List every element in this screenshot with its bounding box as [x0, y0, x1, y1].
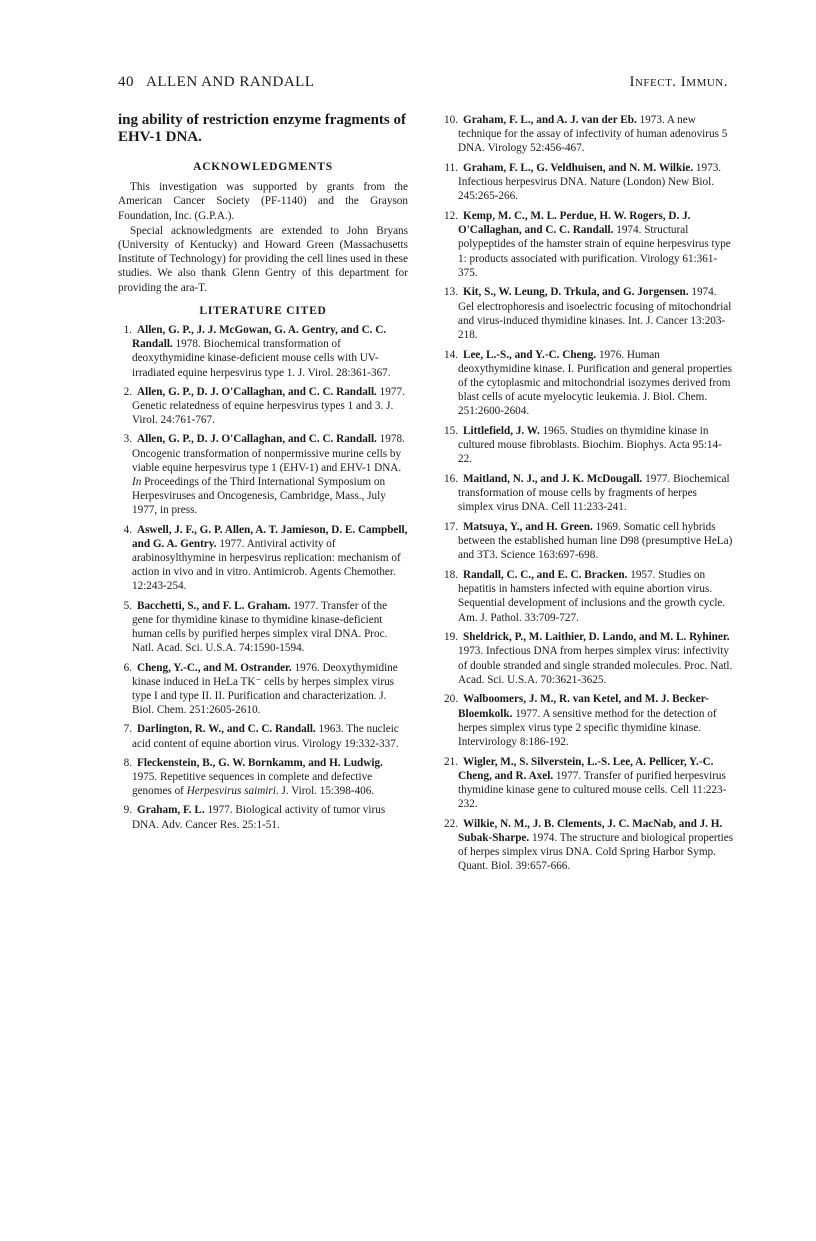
acknowledgments-section: [118, 160, 408, 295]
page-header: [118, 74, 728, 98]
acknowledgments-heading: ACKNOWLEDGMENTS: [193, 161, 333, 173]
reference-authors: Graham, F. L.: [137, 804, 205, 817]
reference-number: 11.: [444, 162, 458, 174]
reference-authors: Kemp, M. C., M. L. Perdue, H. W. Rogers, D. J. O'Callaghan, and C. C. Randall.: [458, 210, 691, 237]
reference-item: [444, 472, 734, 515]
reference-text: 1973. Infectious herpesvirus DNA. Nature (London) New Biol. 245:265-266.: [458, 162, 722, 203]
reference-text: 1973. A new technique for the assay of infectivity of human adenovirus 5 DNA. Virology 52:456-467.: [458, 114, 728, 155]
reference-item: [118, 661, 408, 718]
reference-text: 1977. Biochemical transformation of mouse cells by fragments of herpes simplex virus DNA. Cell 11:233-241.: [458, 473, 730, 514]
reference-text-continued: . J. Virol. 15:398-406.: [275, 785, 375, 798]
acknowledgment-paragraph: This investigation was supported by grants from the American Cancer Society (PF-1140) and the Grayson Foundation, Inc. (G.P.A.).: [118, 181, 408, 222]
reference-authors: Graham, F. L., and A. J. van der Eb.: [463, 114, 637, 126]
reference-authors: Graham, F. L., G. Veldhuisen, and N. M. Wilkie.: [463, 162, 694, 174]
reference-number: 1.: [123, 324, 132, 337]
reference-item: [444, 630, 734, 687]
reference-item: [444, 755, 734, 812]
reference-item: [118, 722, 408, 750]
reference-number: 7.: [123, 723, 132, 736]
reference-authors: Cheng, Y.-C., and M. Ostrander.: [137, 661, 292, 674]
reference-text: 1957. Studies on hepatitis in hamsters infected with equine abortion virus. Sequential development of inclusions and the growth cycle. Am. J. Pathol. 33:709-727.: [458, 569, 726, 624]
reference-text: 1977. Antiviral activity of arabinosylthymine in herpesvirus replication: mechanism of action in vivo and in vitro. Antimicrob. Agents Chemother. 12:243-254.: [132, 537, 401, 593]
page-number: 40: [118, 74, 134, 90]
reference-text: 1974. Gel electrophoresis and isoelectric focusing of mitochondrial and virus-induced thymidine kinases. Int. J. Cancer 13:203-218.: [458, 286, 732, 342]
reference-item: [444, 424, 734, 467]
reference-item: [444, 692, 734, 749]
reference-authors: Lee, L.-S., and Y.-C. Cheng.: [463, 348, 597, 361]
reference-text: 1978. Biochemical transformation of deoxythymidine kinase-deficient mouse cells with UV-irradiated equine herpesvirus type 1. J. Virol. 28:361-367.: [132, 338, 391, 379]
reference-number: 3.: [123, 433, 132, 446]
reference-item: [118, 523, 408, 594]
reference-item: [444, 209, 734, 280]
reference-italic-text: In: [132, 476, 142, 489]
reference-text: 1969. Somatic cell hybrids between the established human line D98 (presumptive HeLa) and 3T3. Science 163:697-698.: [458, 521, 733, 562]
reference-text-continued: Proceedings of the Third International Symposium on Herpesviruses and Oncogenesis, Cambridge, Mass., July 1977, in press.: [132, 476, 386, 517]
reference-number: 8.: [123, 756, 132, 769]
reference-number: 16.: [444, 473, 458, 486]
reference-authors: Aswell, J. F., G. P. Allen, A. T. Jamieson, D. E. Campbell, and G. A. Gentry.: [132, 523, 408, 550]
reference-text: 1973. Infectious DNA from herpes simplex virus: infectivity of double stranded and single stranded molecules. Proc. Natl. Acad. Sci. U.S.A. 70:3621-3625.: [458, 645, 733, 686]
reference-text: 1974. The structure and biological properties of herpes simplex virus DNA. Cold Spring Harbor Symp. Quant. Biol. 39:657-666.: [458, 832, 734, 873]
reference-authors: Maitland, N. J., and J. K. McDougall.: [463, 473, 643, 486]
reference-authors: Allen, G. P., J. J. McGowan, G. A. Gentry, and C. C. Randall.: [132, 324, 387, 351]
reference-authors: Wilkie, N. M., J. B. Clements, J. C. MacNab, and J. H. Subak-Sharpe.: [458, 817, 723, 845]
reference-authors: Fleckenstein, B., G. W. Bornkamm, and H. Ludwig.: [137, 756, 383, 769]
reference-item: [118, 803, 408, 831]
reference-number: 14.: [444, 348, 458, 361]
reference-authors: Sheldrick, P., M. Laithier, D. Lando, and M. L. Ryhiner.: [463, 631, 730, 644]
reference-item: [444, 161, 734, 204]
reference-number: 5.: [123, 599, 132, 612]
reference-number: 2.: [123, 385, 132, 398]
reference-number: 20.: [444, 693, 458, 706]
reference-authors: Littlefield, J. W.: [463, 425, 540, 438]
reference-item: [444, 285, 734, 342]
reference-item: [444, 520, 734, 563]
literature-cited-heading: LITERATURE CITED: [199, 304, 327, 317]
acknowledgment-paragraph: Special acknowledgments are extended to John Bryans (University of Kentucky) and Howard Green (Massachusetts Institute of Technology) for providing the cell lines used in these studies. We also thank Glenn Gentry of this department for providing the ara-T.: [118, 224, 408, 294]
reference-text: 1965. Studies on thymidine kinase in cultured mouse fibroblasts. Biochim. Biophys. Acta 95:14-22.: [458, 425, 722, 466]
reference-text: 1976. Deoxythymidine kinase induced in HeLa TK⁻ cells by herpes simplex virus type I and type II. II. Purification and characterization. J. Biol. Chem. 251:2605-2610.: [132, 661, 398, 717]
reference-number: 15.: [444, 425, 458, 438]
reference-number: 6.: [123, 661, 132, 674]
reference-number: 22.: [444, 817, 458, 830]
reference-authors: Kit, S., W. Leung, D. Trkula, and G. Jorgensen.: [463, 286, 689, 299]
reference-number: 21.: [444, 755, 458, 768]
reference-item: [444, 568, 734, 625]
reference-text: 1977. Biological activity of tumor virus DNA. Adv. Cancer Res. 25:1-51.: [132, 804, 386, 831]
reference-number: 12.: [444, 210, 458, 222]
reference-authors: Wigler, M., S. Silverstein, L.-S. Lee, A. Pellicer, Y.-C. Cheng, and R. Axel.: [458, 755, 714, 782]
reference-text: 1977. A sensitive method for the detection of herpes simplex virus type 2 specific thymidine kinase. Intervirology 8:186-192.: [458, 707, 717, 749]
reference-authors: Darlington, R. W., and C. C. Randall.: [137, 723, 316, 736]
reference-text: 1977. Transfer of the gene for thymidine kinase to thymidine kinase-deficient human cells by purified herpes simplex viral DNA. Proc. Natl. Acad. Sci. U.S.A. 74:1590-1594.: [132, 599, 388, 655]
reference-item: [118, 385, 408, 428]
reference-text: 1976. Human deoxythymidine kinase. I. Purification and general properties of the cytoplasmic and mitochondrial isozymes derived from blast cells of acute myelocytic leukemia. J. Biol. Chem. 251:2600-2604.: [458, 348, 733, 418]
reference-number: 4.: [123, 523, 132, 536]
reference-number: 18.: [444, 569, 458, 582]
reference-item: [118, 323, 408, 380]
right-column: [444, 113, 734, 879]
journal-name: Infect. Immun.: [629, 74, 728, 90]
reference-text: 1978. Oncogenic transformation of nonpermissive murine cells by viable equine herpesvirus type 1 (EHV-1) and EHV-1 DNA.: [132, 433, 405, 474]
reference-item: [118, 432, 408, 517]
left-column: [118, 112, 408, 837]
reference-text: 1974. Structural polypeptides of the hamster strain of equine herpesvirus type 1: products associated with purification. Virology 61:361-375.: [458, 224, 731, 279]
running-title: ALLEN AND RANDALL: [146, 74, 315, 90]
reference-number: 10.: [444, 114, 458, 126]
reference-text: 1963. The nucleic acid content of equine abortion virus. Virology 19:332-337.: [132, 723, 399, 750]
reference-number: 13.: [444, 286, 458, 299]
reference-item: [444, 113, 734, 156]
reference-text: 1977. Transfer of purified herpesvirus thymidine kinase gene to cultured mouse cells. Cell 11:223-232.: [458, 769, 727, 811]
reference-list-left: [118, 323, 408, 832]
reference-authors: Bacchetti, S., and F. L. Graham.: [137, 599, 291, 612]
reference-italic-text: Herpesvirus saimiri: [186, 785, 276, 798]
reference-item: [118, 756, 408, 799]
reference-number: 9.: [123, 804, 132, 817]
reference-number: 19.: [444, 631, 458, 644]
reference-item: [444, 348, 734, 419]
reference-authors: Randall, C. C., and E. C. Bracken.: [463, 569, 628, 582]
reference-text: 1977. Genetic relatedness of equine herpesvirus types 1 and 3. J. Virol. 24:761-767.: [132, 385, 405, 427]
continued-title: ing ability of restriction enzyme fragments of EHV-1 DNA.: [118, 112, 406, 145]
reference-item: [118, 599, 408, 656]
reference-list-right: [444, 113, 734, 874]
reference-authors: Allen, G. P., D. J. O'Callaghan, and C. C. Randall.: [137, 433, 377, 446]
reference-authors: Walboomers, J. M., R. van Ketel, and M. J. Becker-Bloemkolk.: [458, 693, 709, 720]
reference-number: 17.: [444, 521, 458, 534]
reference-authors: Matsuya, Y., and H. Green.: [463, 521, 593, 534]
reference-authors: Allen, G. P., D. J. O'Callaghan, and C. C. Randall.: [137, 385, 377, 398]
reference-text: 1975. Repetitive sequences in complete and defective genomes of: [132, 770, 373, 798]
reference-item: [444, 817, 734, 874]
